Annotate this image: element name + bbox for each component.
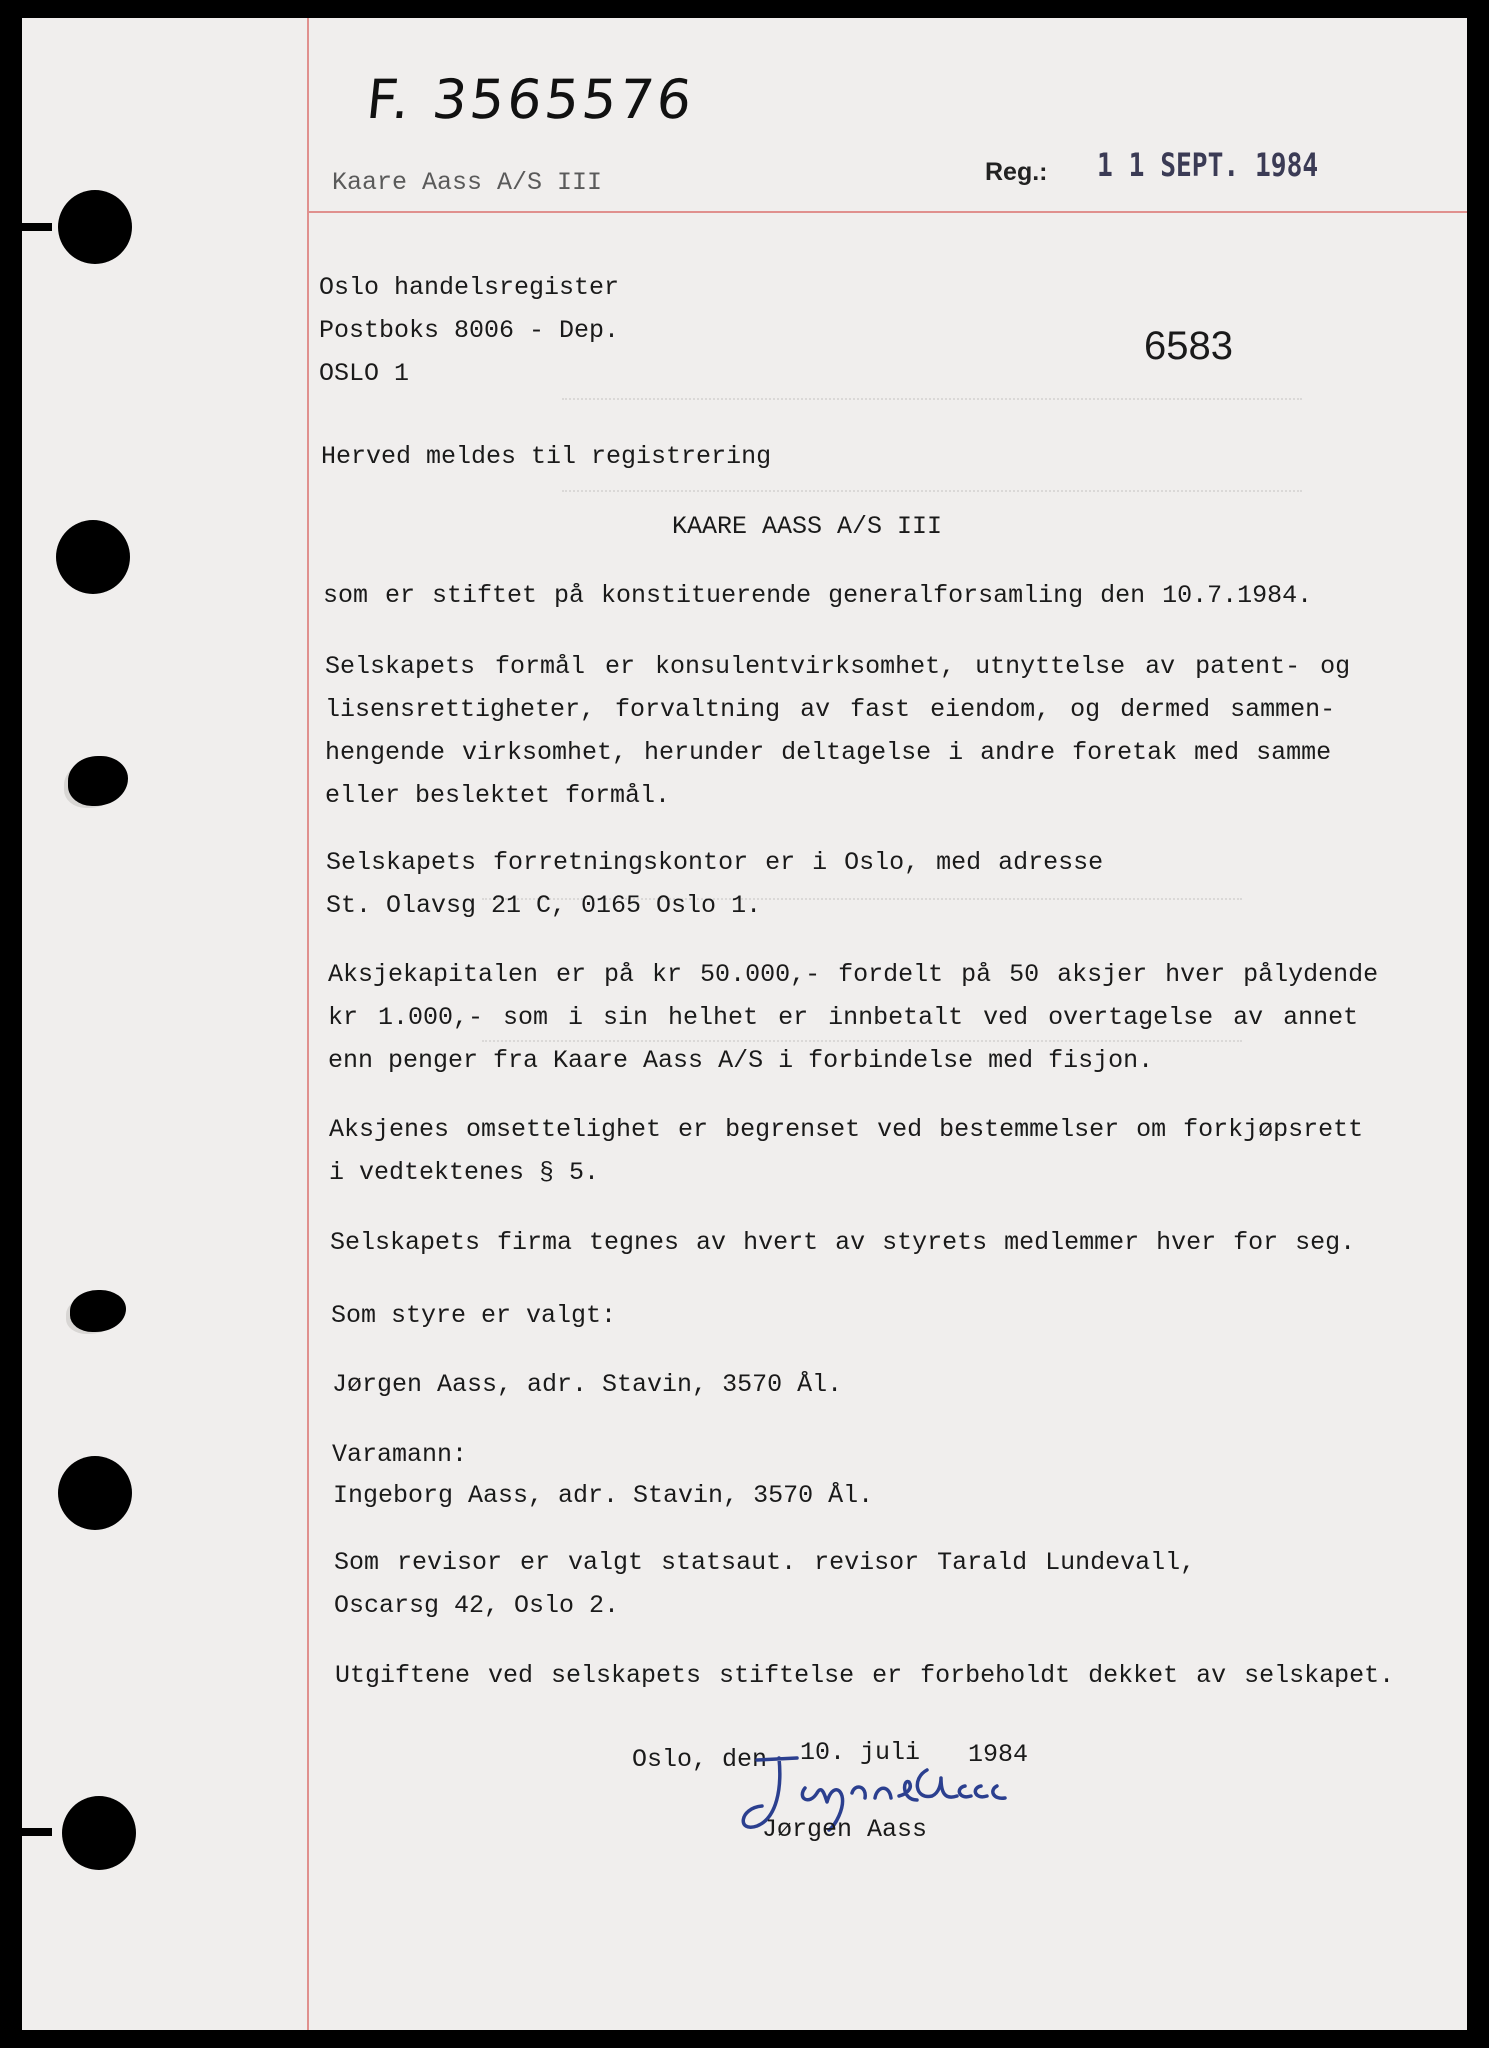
purpose-line: hengende virksomhet, herunder deltagelse i andre foretak med samme	[325, 738, 1332, 767]
office-line: St. Olavsg 21 C, 0165 Oslo 1.	[326, 891, 762, 920]
document-page	[22, 18, 1467, 2030]
capital-line: enn penger fra Kaare Aass A/S i forbindelse med fisjon.	[328, 1046, 1154, 1075]
punch-hole	[68, 756, 128, 806]
punch-hole	[56, 520, 130, 594]
address-line: OSLO 1	[319, 359, 410, 388]
purpose-line: eller beslektet formål.	[325, 781, 671, 810]
punch-hole-notch	[22, 223, 52, 231]
signer-name: Jørgen Aass	[762, 1815, 928, 1844]
purpose-line: lisensrettigheter, forvaltning av fast eiendom, og dermed sammen-	[325, 695, 1336, 724]
archive-number: F. 3565576	[363, 68, 698, 131]
address-line: Postboks 8006 - Dep.	[319, 316, 620, 345]
reg-label: Reg.:	[985, 158, 1048, 186]
auditor-line: Oscarsg 42, Oslo 2.	[334, 1591, 620, 1620]
capital-line: Aksjekapitalen er på kr 50.000,- fordelt på 50 aksjer hver pålydende	[328, 960, 1379, 989]
costs-text: Utgiftene ved selskapets stiftelse er forbeholdt dekket av selskapet.	[335, 1661, 1395, 1690]
address-line: Oslo handelsregister	[319, 273, 620, 302]
board-label: Som styre er valgt:	[331, 1301, 617, 1330]
purpose-line: Selskapets formål er konsulentvirksomhet, utnyttelse av patent- og	[325, 652, 1351, 681]
registration-date-stamp: 1 1 SEPT. 1984	[1097, 146, 1319, 184]
capital-line: kr 1.000,- som i sin helhet er innbetalt ved overtagelse av annet	[328, 1003, 1359, 1032]
margin-rule	[307, 18, 309, 2030]
date-year: 1984	[968, 1740, 1029, 1769]
punch-hole	[58, 190, 132, 264]
transfer-line: i vedtektenes § 5.	[329, 1158, 600, 1187]
intro-text: Herved meldes til registrering	[321, 442, 772, 471]
transfer-line: Aksjenes omsettelighet er begrenset ved bestemmelser om forkjøpsrett	[329, 1115, 1364, 1144]
board-member: Jørgen Aass, adr. Stavin, 3570 Ål.	[332, 1370, 843, 1399]
header-rule	[307, 211, 1467, 213]
deputy: Ingeborg Aass, adr. Stavin, 3570 Ål.	[333, 1481, 874, 1510]
office-line: Selskapets forretningskontor er i Oslo, med adresse	[326, 848, 1104, 877]
place-prefix: Oslo, den	[632, 1745, 768, 1774]
punch-hole	[70, 1290, 126, 1332]
deputy-label: Varamann:	[332, 1440, 468, 1469]
punch-hole-notch	[22, 1828, 52, 1836]
auditor-line: Som revisor er valgt statsaut. revisor Tarald Lundevall,	[334, 1548, 1196, 1577]
case-number: 6583	[1144, 324, 1233, 368]
punch-hole	[62, 1796, 136, 1870]
founded-text: som er stiftet på konstituerende generalforsamling den 10.7.1984.	[323, 581, 1313, 610]
date-day: 10. juli	[800, 1738, 921, 1767]
signing-text: Selskapets firma tegnes av hvert av styrets medlemmer hver for seg.	[330, 1228, 1356, 1257]
company-name: KAARE AASS A/S III	[672, 512, 943, 541]
company-header: Kaare Aass A/S III	[332, 168, 603, 197]
punch-hole	[58, 1456, 132, 1530]
